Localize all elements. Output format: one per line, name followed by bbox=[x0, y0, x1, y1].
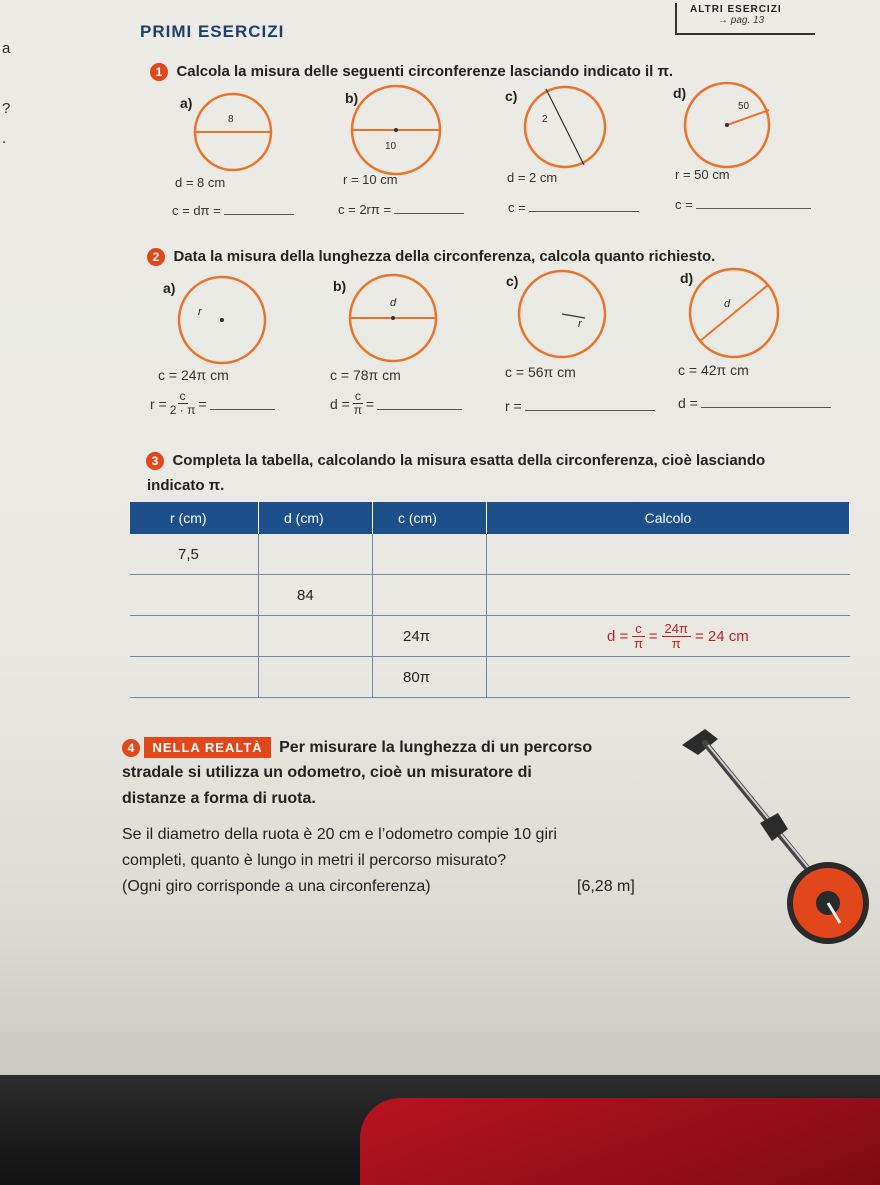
cell-calc[interactable] bbox=[487, 575, 850, 616]
fraction-numerator: c bbox=[632, 622, 645, 637]
answer-line bbox=[505, 398, 655, 414]
cell-calc[interactable] bbox=[487, 534, 850, 575]
table-row bbox=[130, 616, 850, 657]
exercise-text: distanze a forma di ruota. bbox=[122, 790, 316, 807]
item-letter: c) bbox=[505, 88, 518, 104]
exercise-text: completi, quanto è lungo in metri il percorso misurato? bbox=[122, 852, 507, 869]
answer-line bbox=[508, 200, 639, 215]
circumference-table bbox=[130, 502, 850, 698]
cell-r[interactable] bbox=[130, 657, 259, 698]
exercise-3 bbox=[146, 452, 866, 470]
altri-esercizi-ref: → pag. 13 bbox=[718, 15, 765, 26]
formula-text: d = bbox=[330, 395, 350, 412]
formula-text: = bbox=[365, 395, 375, 412]
answer-blank[interactable] bbox=[394, 213, 464, 214]
fraction-numerator: c bbox=[354, 389, 361, 403]
answer-line bbox=[675, 197, 811, 212]
calc-result: = 24 cm bbox=[694, 627, 749, 645]
formula-text: c = bbox=[508, 200, 526, 215]
table-row bbox=[130, 575, 850, 616]
formula-text: r = bbox=[505, 398, 522, 414]
formula-text: c = 2rπ = bbox=[338, 202, 392, 217]
cell-d[interactable]: 84 bbox=[259, 575, 373, 616]
item-letter: a) bbox=[180, 95, 193, 111]
exercise-instruction: Data la misura della lunghezza della circonferenza, calcola quanto richiesto. bbox=[173, 248, 716, 265]
exercise-instruction-cont: indicato π. bbox=[147, 477, 225, 494]
cell-c[interactable] bbox=[373, 575, 487, 616]
cell-c[interactable]: 24π bbox=[373, 616, 487, 657]
cell-d[interactable] bbox=[259, 657, 373, 698]
answer-line bbox=[172, 203, 294, 218]
table-header-row bbox=[130, 502, 850, 534]
formula-text: d = bbox=[678, 395, 698, 411]
column-header: d (cm) bbox=[259, 502, 373, 534]
figure-label: 2 bbox=[542, 114, 548, 125]
answer-blank[interactable] bbox=[210, 409, 275, 410]
table-row bbox=[130, 534, 850, 575]
answer-line bbox=[338, 202, 464, 217]
answer-blank[interactable] bbox=[377, 409, 462, 410]
cell-r[interactable] bbox=[130, 616, 259, 657]
exercise-answer: [6,28 m] bbox=[577, 878, 635, 895]
given-value: d = 2 cm bbox=[507, 170, 558, 185]
item-letter: c) bbox=[506, 273, 519, 289]
figure-label: r bbox=[578, 318, 582, 330]
figure-label: r bbox=[198, 306, 202, 318]
exercise-4 bbox=[122, 737, 592, 758]
cell-calc-example bbox=[487, 616, 850, 657]
exercise-number: 3 bbox=[146, 452, 164, 470]
given-value: r = 50 cm bbox=[675, 167, 730, 182]
fraction bbox=[170, 390, 196, 417]
given-value: c = 24π cm bbox=[158, 367, 229, 383]
given-value: d = 8 cm bbox=[175, 175, 226, 190]
cell-d[interactable] bbox=[259, 534, 373, 575]
exercise-instruction: Completa la tabella, calcolando la misura esatta della circonferenza, cioè lasciando bbox=[172, 452, 766, 469]
cell-calc[interactable] bbox=[487, 657, 850, 698]
red-object bbox=[360, 1098, 880, 1185]
fraction-denominator: π bbox=[671, 635, 681, 651]
answer-blank[interactable] bbox=[525, 410, 655, 411]
fraction-denominator: π bbox=[353, 403, 362, 417]
margin-mark: . bbox=[2, 130, 7, 147]
figure-label: d bbox=[390, 297, 397, 309]
calc-eq: = bbox=[648, 627, 658, 645]
column-header: r (cm) bbox=[130, 502, 259, 534]
fraction bbox=[632, 622, 645, 651]
example-calculation bbox=[607, 622, 749, 651]
exercise-text: stradale si utilizza un odometro, cioè un misuratore di bbox=[122, 764, 532, 781]
answer-blank[interactable] bbox=[701, 407, 831, 408]
given-value: r = 10 cm bbox=[343, 172, 398, 187]
answer-blank[interactable] bbox=[696, 208, 811, 209]
calc-lhs: d = bbox=[607, 627, 629, 645]
fraction bbox=[662, 622, 691, 651]
cell-r[interactable] bbox=[130, 575, 259, 616]
exercise-2 bbox=[147, 248, 867, 266]
odometer-illustration bbox=[660, 725, 875, 960]
margin-mark: ? bbox=[2, 100, 11, 117]
answer-line bbox=[678, 395, 831, 411]
figure-label: 8 bbox=[228, 114, 234, 125]
cell-d[interactable] bbox=[259, 616, 373, 657]
fraction-denominator: π bbox=[634, 635, 644, 651]
exercise-instruction: Calcola la misura delle seguenti circonferenze lasciando indicato il π. bbox=[176, 63, 674, 80]
exercise-number: 1 bbox=[150, 63, 168, 81]
cell-c[interactable] bbox=[373, 534, 487, 575]
fraction-denominator: 2 · π bbox=[169, 403, 196, 417]
fraction-numerator: c bbox=[179, 389, 186, 403]
exercise-note: (Ogni giro corrisponde a una circonferenza) bbox=[122, 878, 431, 895]
item-letter: a) bbox=[163, 280, 176, 296]
formula-text: c = dπ = bbox=[172, 203, 221, 218]
figure-label: 10 bbox=[385, 141, 397, 152]
item-letter: b) bbox=[333, 278, 347, 294]
exercise-number: 2 bbox=[147, 248, 165, 266]
formula-text: c = bbox=[675, 197, 693, 212]
figure-label: 50 bbox=[738, 101, 750, 112]
cell-c[interactable]: 80π bbox=[373, 657, 487, 698]
formula-text: r = bbox=[150, 395, 167, 412]
given-value: c = 56π cm bbox=[505, 364, 576, 380]
answer-line bbox=[330, 390, 462, 417]
fraction-numerator: 24π bbox=[662, 622, 691, 637]
item-letter: d) bbox=[680, 270, 694, 286]
answer-line bbox=[150, 390, 275, 417]
cell-r[interactable]: 7,5 bbox=[130, 534, 259, 575]
exercise-text: Se il diametro della ruota è 20 cm e l’odometro compie 10 giri bbox=[122, 826, 557, 843]
exercise-number: 4 bbox=[122, 739, 140, 757]
answer-blank[interactable] bbox=[224, 214, 294, 215]
fraction bbox=[353, 390, 363, 417]
exercise-text: Per misurare la lunghezza di un percorso bbox=[279, 739, 593, 756]
answer-blank[interactable] bbox=[529, 211, 639, 212]
given-value: c = 78π cm bbox=[330, 367, 401, 383]
column-header: Calcolo bbox=[487, 502, 850, 534]
item-letter: d) bbox=[673, 85, 687, 101]
formula-text: = bbox=[198, 395, 207, 412]
table-row bbox=[130, 657, 850, 698]
column-header: c (cm) bbox=[373, 502, 487, 534]
given-value: c = 42π cm bbox=[678, 362, 749, 378]
figure-label: d bbox=[724, 298, 731, 310]
nella-realta-badge: NELLA REALTÀ bbox=[144, 737, 270, 758]
margin-mark: a bbox=[2, 40, 11, 57]
primi-esercizi-title: PRIMI ESERCIZI bbox=[140, 22, 285, 41]
altri-esercizi-title: ALTRI ESERCIZI bbox=[690, 4, 782, 15]
item-letter: b) bbox=[345, 90, 359, 106]
